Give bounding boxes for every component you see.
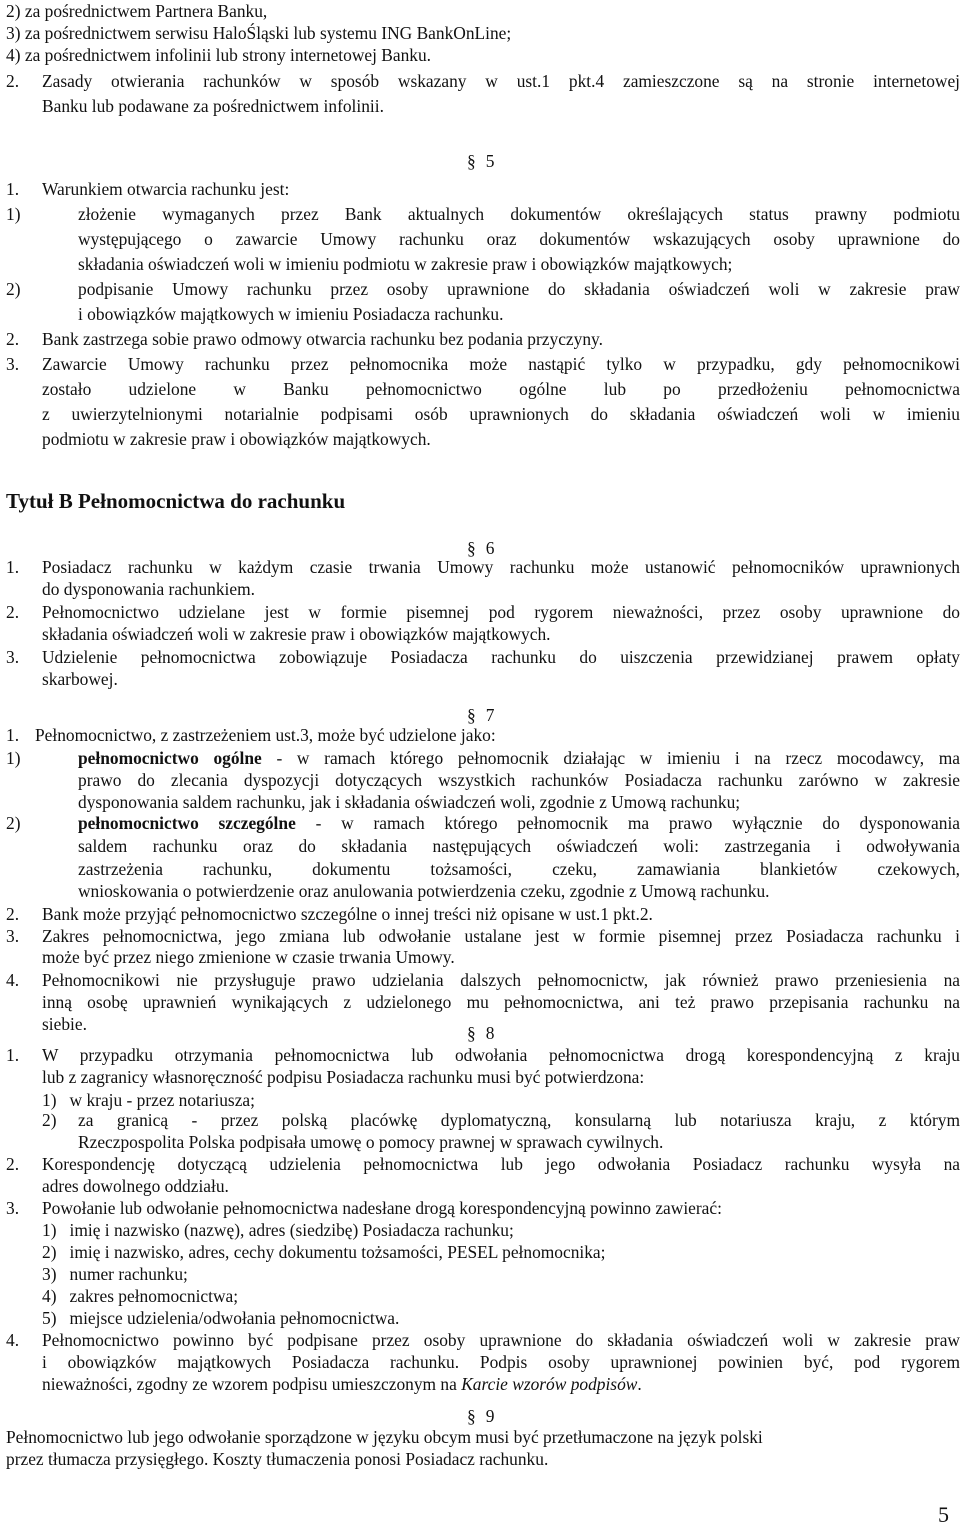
paragraph: Udzielenie pełnomocnictwa zobowiązuje Posiadacza rachunku do uiszczenia przewidzianej prawem opłaty [42,647,960,667]
paragraph: adres dowolnego oddziału. [42,1176,229,1196]
point-number: 3. [6,647,20,667]
section-mark: § 7 [467,705,495,725]
list-number: 2) [6,279,21,299]
paragraph: podpisanie Umowy rachunku przez osoby uprawnione do składania oświadczeń woli w zakresie praw [78,279,960,299]
point-number: 3. [6,1198,20,1218]
paragraph: prawo do zlecania dyspozycji dotyczących wszystkich rachunków Posiadacza rachunku zarówno w zakresie [78,770,960,790]
paragraph: z uwierzytelnionymi notarialnie podpisami osób uprawnionych do składania oświadczeń woli w imieniu [42,404,960,424]
paragraph: może być przez niego zmienione w czasie trwania Umowy. [42,947,455,967]
paragraph: saldem rachunku oraz do składania następujących oświadczeń woli: zastrzegania i odwoływania [78,836,960,856]
chapter-heading: Tytuł B Pełnomocnictwa do rachunku [6,489,346,513]
paragraph: Pełnomocnictwo udzielane jest w formie pisemnej pod rygorem nieważności, przez osoby uprawnione do [42,602,960,622]
point-number: 3. [6,926,20,946]
point-number: 3. [6,354,20,374]
paragraph: i obowiązków majątkowych w imieniu Posiadacza rachunku. [78,304,504,324]
paragraph: Rzeczpospolita Polska podpisała umowę o pomocy prawnej w sprawach cywilnych. [78,1132,664,1152]
paragraph: W przypadku otrzymania pełnomocnictwa lub odwołania pełnomocnictwa drogą korespondencyjną z kraju [42,1045,960,1065]
paragraph: zostało udzielone w Banku pełnomocnictwo ogólne lub po przedłożeniu pełnomocnictwa [42,379,960,399]
paragraph: Bank może przyjąć pełnomocnictwo szczególne o innej treści niż opisane w ust.1 pkt.2. [42,904,653,924]
paragraph: skarbowej. [42,669,118,689]
paragraph: do dysponowania rachunkiem. [42,579,255,599]
paragraph: pełnomocnictwo szczególne - w ramach którego pełnomocnik ma prawo wyłącznie do dysponowania [78,813,960,833]
point-number: 2. [6,1154,20,1174]
paragraph: pełnomocnictwo ogólne - w ramach którego pełnomocnik działając w imieniu i na rzecz mocodawcy, ma [78,748,960,768]
list-item: 3) numer rachunku; [42,1264,188,1284]
point-number: 2. [6,602,20,622]
paragraph: Pełnomocnikowi nie przysługuje prawo udzielania dalszych pełnomocnictw, jak również prawo przeniesienia na [42,970,960,990]
paragraph: Powołanie lub odwołanie pełnomocnictwa nadesłane drogą korespondencyjną powinno zawierać: [42,1198,722,1218]
paragraph: złożenie wymaganych przez Bank aktualnych dokumentów określających status prawny podmiotu [78,204,960,224]
section-mark: § 8 [467,1023,495,1043]
paragraph: podmiotu w zakresie praw i obowiązków majątkowych. [42,429,431,449]
paragraph: Posiadacz rachunku w każdym czasie trwania Umowy rachunku może ustanowić pełnomocników uprawnionych [42,557,960,577]
italic-term: Karcie wzorów podpisów [461,1374,638,1394]
paragraph: Korespondencję dotyczącą udzielenia pełnomocnictwa lub jego odwołania Posiadacz rachunku wysyła na [42,1154,960,1174]
point-number: 4. [6,970,20,990]
paragraph: inną osobę uprawnień wynikających z udzielonego mu pełnomocnictwa, ani też prawo przepisania rachunku na [42,992,960,1012]
paragraph: siebie. [42,1014,87,1034]
page-number: 5 [938,1502,949,1527]
list-number: 1) [6,204,21,224]
paragraph: wnioskowania o potwierdzenie oraz anulowania potwierdzenia czeku, zgodnie z Umową rachunku. [78,881,770,901]
list-item: 2) za pośrednictwem Partnera Banku, [6,1,268,21]
point-number: 1. [6,1045,20,1065]
paragraph: Pełnomocnictwo lub jego odwołanie sporządzone w języku obcym musi być przetłumaczone na język polski [6,1427,763,1447]
paragraph: Warunkiem otwarcia rachunku jest: [42,179,290,199]
paragraph: występującego o zawarcie Umowy rachunku oraz dokumentów wskazujących osoby uprawnione do [78,229,960,249]
paragraph: dysponowania saldem rachunku, jak i składania oświadczeń woli, zgodnie z Umową rachunku; [78,792,741,812]
list-item: 4) za pośrednictwem infolinii lub strony internetowej Banku. [6,45,432,65]
paragraph: Zawarcie Umowy rachunku przez pełnomocnika może nastąpić tylko w przypadku, gdy pełnomocnikowi [42,354,960,374]
paragraph: Bank zastrzega sobie prawo odmowy otwarcia rachunku bez podania przyczyny. [42,329,603,349]
section-mark: § 5 [467,151,495,171]
paragraph: Zasady otwierania rachunków w sposób wskazany w ust.1 pkt.4 zamieszczone są na stronie internetowej [42,71,960,91]
paragraph: zastrzeżenia rachunku, dokumentu tożsamości, czeku, zamawiania blankietów czekowych, [78,859,960,879]
paragraph: i obowiązków majątkowych Posiadacza rachunku. Podpis osoby uprawnionej powinien być, pod rygorem [42,1352,960,1372]
list-number: 2) [6,813,21,833]
list-item: 3) za pośrednictwem serwisu HaloŚląski lub systemu ING BankOnLine; [6,23,512,43]
list-item: 1) w kraju - przez notariusza; [42,1090,255,1110]
point-number: 1. [6,179,20,199]
paragraph: nieważności, zgodny ze wzorem podpisu umieszczonym na Karcie wzorów podpisów. [42,1374,642,1394]
point-number: 2. [6,329,20,349]
point-number: 4. [6,1330,20,1350]
paragraph: składania oświadczeń woli w zakresie praw i obowiązków majątkowych. [42,624,551,644]
paragraph: Banku lub podawane za pośrednictwem infolinii. [42,96,384,116]
paragraph: przez tłumacza przysięgłego. Koszty tłumaczenia ponosi Posiadacz rachunku. [6,1449,549,1469]
paragraph: Zakres pełnomocnictwa, jego zmiana lub odwołanie ustalane jest w formie pisemnej przez Posiadacza rachunku i [42,926,960,946]
paragraph: za granicą - przez polską placówkę dyplomatyczną, konsularną lub notariusza kraju, z którym [78,1110,960,1130]
bold-term: pełnomocnictwo szczególne [78,813,296,833]
point-number: 1. [6,725,20,745]
paragraph: składania oświadczeń woli w imieniu podmiotu w zakresie praw i obowiązków majątkowych; [78,254,733,274]
list-item: 2) imię i nazwisko, adres, cechy dokumentu tożsamości, PESEL pełnomocnika; [42,1242,606,1262]
list-number: 2) [42,1110,57,1130]
section-mark: § 6 [467,538,495,558]
point-number: 1. [6,557,20,577]
list-item: 4) zakres pełnomocnictwa; [42,1286,239,1306]
point-number: 2. [6,904,20,924]
list-number: 1) [6,748,21,768]
bold-term: pełnomocnictwo ogólne [78,748,262,768]
point-number: 2. [6,71,20,91]
section-mark: § 9 [467,1406,495,1426]
list-item: 5) miejsce udzielenia/odwołania pełnomocnictwa. [42,1308,400,1328]
paragraph: Pełnomocnictwo, z zastrzeżeniem ust.3, może być udzielone jako: [35,725,496,745]
paragraph: lub z zagranicy własnoręczność podpisu Posiadacza rachunku musi być potwierdzona: [42,1067,645,1087]
paragraph: Pełnomocnictwo powinno być podpisane przez osoby uprawnione do składania oświadczeń woli w zakresie praw [42,1330,960,1350]
list-item: 1) imię i nazwisko (nazwę), adres (siedzibę) Posiadacza rachunku; [42,1220,514,1240]
